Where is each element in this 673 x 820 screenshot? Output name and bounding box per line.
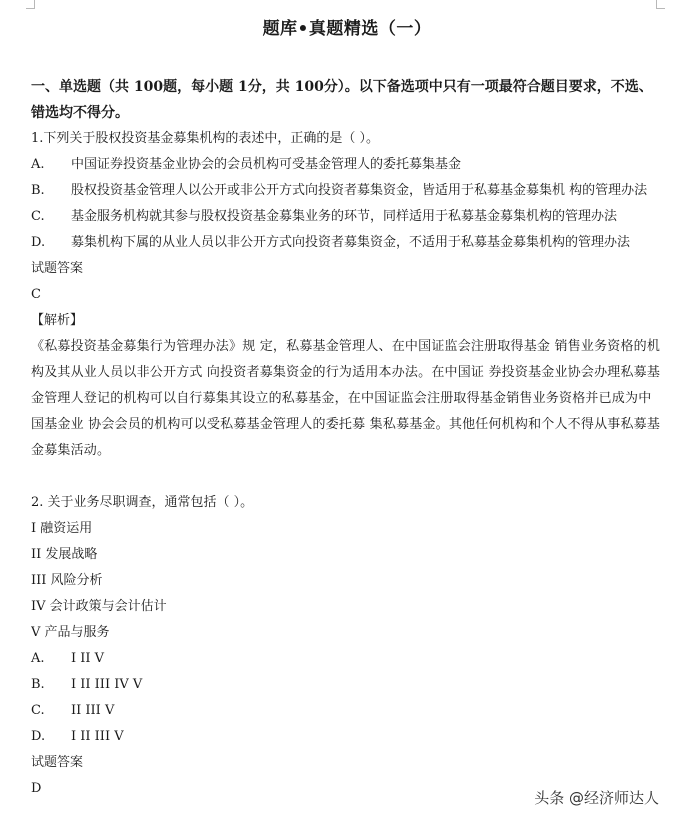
option-text: I II III V	[71, 729, 124, 744]
question-1	[31, 126, 663, 464]
analysis-text: 《私募投资基金募集行为管理办法》规 定，私募基金管理人、在中国证监会注册取得基金 销售业务资格的机构及其从业人员以非公开方式 向投资者募集资金的行为适用本办法。在中国证 券投资基金业协会办理私募基金管理人登记的机构可以自行募集其设立的私募基金，在中国证监会注册取得基金销售业务资格并已成为中国基金业 协会会员的机构可以受私募基金管理人的委托募 集私募基金。其他任何机构和个人不得从事私募基金募集活动。	[31, 339, 661, 458]
item-3: III 风险分析	[31, 573, 103, 588]
option-letter: D.	[31, 235, 46, 250]
spacer	[31, 464, 663, 490]
question-stem: 2. 关于业务尽职调查，通常包括（ ）。	[31, 495, 254, 510]
option-text: 基金服务机构就其参与股权投资基金募集业务的环节，同样适用于私募基金募集机构的管理办法	[71, 209, 618, 224]
option-b	[31, 672, 663, 698]
option-letter: B.	[31, 677, 45, 692]
option-d	[31, 230, 663, 256]
option-letter: B.	[31, 183, 45, 198]
question-stem: 1.下列关于股权投资基金募集机构的表述中，正确的是（ ）。	[31, 131, 380, 146]
option-c	[31, 698, 663, 724]
document-page	[31, 14, 663, 802]
option-letter: A.	[31, 651, 45, 666]
option-b	[31, 178, 663, 204]
section-heading: 一、单选题（共 100题，每小题 1分，共 100分）。以下备选项中只有一项最符合题目要求，不选、错选均不得分。	[31, 79, 653, 121]
option-letter: C.	[31, 703, 45, 718]
option-letter: C.	[31, 209, 45, 224]
option-text: II III V	[71, 703, 115, 718]
item-2: II 发展战略	[31, 547, 98, 562]
option-text: I II V	[71, 651, 105, 666]
option-c	[31, 204, 663, 230]
item-1: I 融资运用	[31, 521, 93, 536]
option-a	[31, 152, 663, 178]
document-title: 题库•真题精选（一）	[262, 19, 432, 39]
option-text: 股权投资基金管理人以公开或非公开方式向投资者募集资金，皆适用于私募基金募集机 构的管理办法	[71, 183, 648, 198]
option-text: I II III IV V	[71, 677, 143, 692]
item-5: V 产品与服务	[31, 625, 110, 640]
page-corner-mark-right	[656, 0, 665, 9]
answer-label: 试题答案	[31, 261, 84, 276]
answer-value: D	[31, 781, 42, 796]
answer-value: C	[31, 287, 41, 302]
question-2	[31, 490, 663, 802]
answer-label: 试题答案	[31, 755, 84, 770]
analysis-label: 【解析】	[31, 313, 84, 328]
page-corner-mark-left	[26, 0, 35, 9]
option-letter: D.	[31, 729, 46, 744]
option-text: 募集机构下属的从业人员以非公开方式向投资者募集资金，不适用于私募基金募集机构的管理办法	[71, 235, 631, 250]
option-a	[31, 646, 663, 672]
watermark: 头条 @经济师达人	[534, 789, 659, 807]
option-d	[31, 724, 663, 750]
option-text: 中国证券投资基金业协会的会员机构可受基金管理人的委托募集基金	[71, 157, 462, 172]
option-letter: A.	[31, 157, 45, 172]
item-4: IV 会计政策与会计估计	[31, 599, 167, 614]
